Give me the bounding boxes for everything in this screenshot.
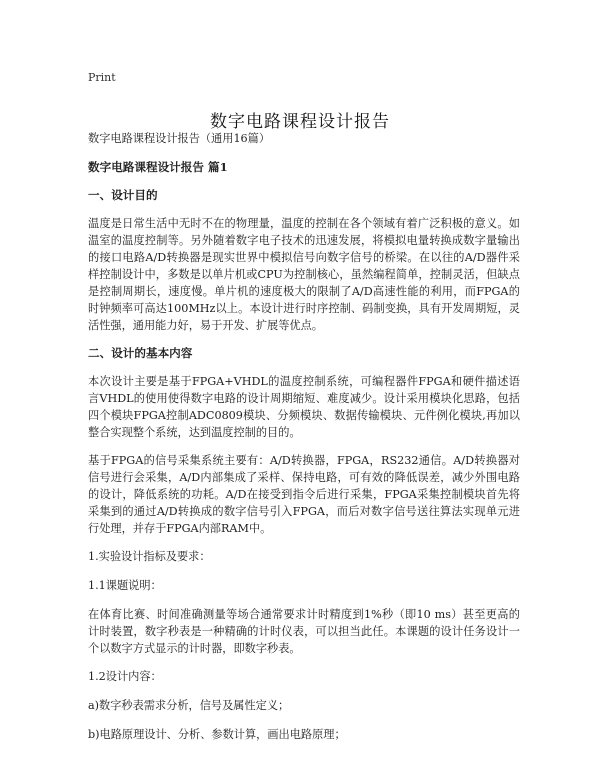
document-subtitle: 数字电路课程设计报告（通用16篇） xyxy=(88,132,271,145)
paragraph-basic-content-1: 本次设计主要是基于FPGA+VHDL的温度控制系统，可编程器件FPGA和硬件描述语言VHDL的使用使得数字电路的设计周期缩短、难度减少。设计采用模块化思路，包括四个模块FPGA控制ADC0809模块、分频模块、数据传输模块、元件例化模块,再加以整合实现整个系统，达到温度控制的目的。 xyxy=(88,375,520,439)
heading-design-purpose: 一、设计目的 xyxy=(88,188,158,202)
list-item-design-content: 1.2设计内容： xyxy=(88,670,162,683)
list-item-indicators: 1.实验设计指标及要求： xyxy=(88,550,211,563)
document-body xyxy=(88,130,520,755)
list-item-b: b)电路原理设计、分析、参数计算，画出电路原理； xyxy=(88,728,346,741)
paragraph-topic-description: 在体育比赛、时间准确测量等场合通常要求计时精度到1%秒（即10 ms）甚至更高的计时装置，数字秒表是一种精确的计时仪表，可以担当此任。本课题的设计任务设计一个以数字方式显示的计时器，即数字秒表。 xyxy=(88,608,520,655)
section-title: 数字电路课程设计报告 篇1 xyxy=(88,160,228,174)
heading-basic-content: 二、设计的基本内容 xyxy=(88,346,193,360)
print-label[interactable]: Print xyxy=(88,71,116,84)
paragraph-basic-content-2: 基于FPGA的信号采集系统主要有：A/D转换器，FPGA，RS232通信。A/D转换器对信号进行会采集，A/D内部集成了采样、保持电路，可有效的降低误差，减少外围电路的设计，降低系统的功耗。A/D在接受到指令后进行采集，FPGA采集控制模块首先将采集到的通过A/D转换成的数字信号引入FPGA，而后对数字信号送往算法实现单元进行处理，并存于FPGA内部RAM中。 xyxy=(88,454,520,535)
document-title: 数字电路课程设计报告 xyxy=(210,112,390,133)
list-item-a: a)数字秒表需求分析，信号及属性定义； xyxy=(88,699,290,712)
list-item-topic-description: 1.1课题说明： xyxy=(88,579,162,592)
paragraph-design-purpose: 温度是日常生活中无时不在的物理量，温度的控制在各个领域有着广泛积极的意义。如温室的温度控制等。另外随着数字电子技术的迅速发展，将模拟电量转换成数字量输出的接口电路A/D转换器是现实世界中模拟信号向数字信号的桥梁。在以往的A/D器件采样控制设计中，多数是以单片机或CPU为控制核心，虽然编程简单，控制灵活，但缺点是控制周期长，速度慢。单片机的速度极大的限制了A/D高速性能的利用，而FPGA的时钟频率可高达100MHz以上。本设计进行时序控制、码制变换，具有开发周期短，灵活性强，通用能力好，易于开发、扩展等优点。 xyxy=(88,217,520,332)
